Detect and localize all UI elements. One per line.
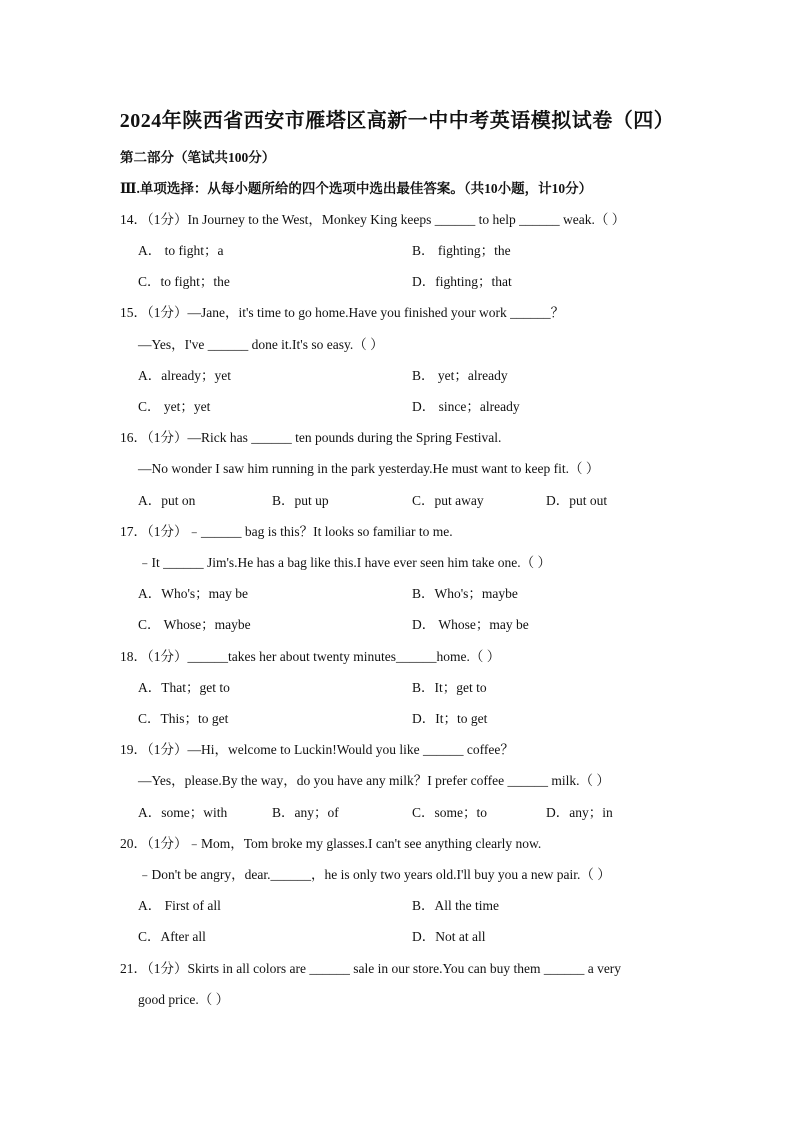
question-15-option-a: A．already；yet — [138, 368, 231, 383]
question-16-option-c: C．put away — [412, 493, 484, 508]
question-14-option-d: D．fighting；that — [412, 274, 512, 289]
question-18-option-b: B．It；get to — [412, 680, 487, 695]
question-18-option-c: C．This；to get — [138, 711, 229, 726]
question-16-line2: —No wonder I saw him running in the park yesterday.He must want to keep fit.（ ） — [138, 461, 600, 476]
question-15-stem: 15．（1分）—Jane，it's time to go home.Have you finished your work ______？ — [120, 305, 565, 320]
question-17-option-d: D． Whose；may be — [412, 617, 529, 632]
question-15-option-c: C． yet；yet — [138, 399, 211, 414]
question-17-option-a: A．Who's；may be — [138, 586, 249, 601]
question-17-line2: ﹣It ______ Jim's.He has a bag like this.I have ever seen him take one.（ ） — [138, 555, 551, 570]
question-19-stem: 19．（1分）—Hi，welcome to Luckin!Would you like ______ coffee？ — [120, 742, 514, 757]
question-19-option-d: D．any；in — [546, 805, 613, 820]
question-21-stem: 21．（1分）Skirts in all colors are ______ sale in our store.You can buy them ______ a very — [120, 961, 622, 976]
part-heading: 第二部分（笔试共100分） — [120, 150, 276, 165]
question-14-option-b: B． fighting；the — [412, 243, 511, 258]
question-15-option-b: B． yet；already — [412, 368, 508, 383]
question-17-option-c: C． Whose；maybe — [138, 617, 251, 632]
question-19-line2: —Yes，please.By the way，do you have any milk？I prefer coffee ______ milk.（ ） — [138, 773, 610, 788]
question-16-option-d: D．put out — [546, 493, 608, 508]
question-17-option-b: B．Who's；maybe — [412, 586, 518, 601]
question-14-option-c: C．to fight；the — [138, 274, 230, 289]
question-20-option-a: A． First of all — [138, 898, 221, 913]
page-title: 2024年陕西省西安市雁塔区高新一中中考英语模拟试卷（四） — [119, 110, 675, 132]
question-19-option-b: B．any；of — [272, 805, 339, 820]
question-16-option-a: A．put on — [138, 493, 196, 508]
question-19-option-a: A．some；with — [138, 805, 228, 820]
question-20-stem: 20．（1分）﹣Mom，Tom broke my glasses.I can't see anything clearly now. — [120, 836, 542, 851]
question-16-stem: 16．（1分）—Rick has ______ ten pounds during the Spring Festival. — [120, 430, 502, 445]
question-18-stem: 18．（1分）______takes her about twenty minutes______home.（ ） — [120, 649, 501, 664]
section-heading: Ⅲ.单项选择：从每小题所给的四个选项中选出最佳答案。（共10小题，计10分） — [120, 181, 593, 196]
question-20-option-d: D．Not at all — [412, 929, 486, 944]
question-19-option-c: C．some；to — [412, 805, 488, 820]
question-18-option-a: A．That；get to — [138, 680, 230, 695]
question-14-stem: 14．（1分）In Journey to the West，Monkey King keeps ______ to help ______ weak.（ ） — [120, 212, 626, 227]
question-21-line2: good price.（ ） — [138, 992, 230, 1007]
question-14-option-a: A． to fight；a — [138, 243, 224, 258]
question-15-option-d: D． since；already — [412, 399, 520, 414]
question-18-option-d: D．It；to get — [412, 711, 488, 726]
question-17-stem: 17．（1分）﹣______ bag is this？It looks so familiar to me. — [120, 524, 453, 539]
question-20-line2: ﹣Don't be angry，dear.______，he is only two years old.I'll buy you a new pair.（ ） — [138, 867, 611, 882]
question-15-line2: —Yes，I've ______ done it.It's so easy.（ ） — [138, 337, 384, 352]
question-20-option-c: C．After all — [138, 929, 206, 944]
question-20-option-b: B．All the time — [412, 898, 499, 913]
question-16-option-b: B．put up — [272, 493, 329, 508]
